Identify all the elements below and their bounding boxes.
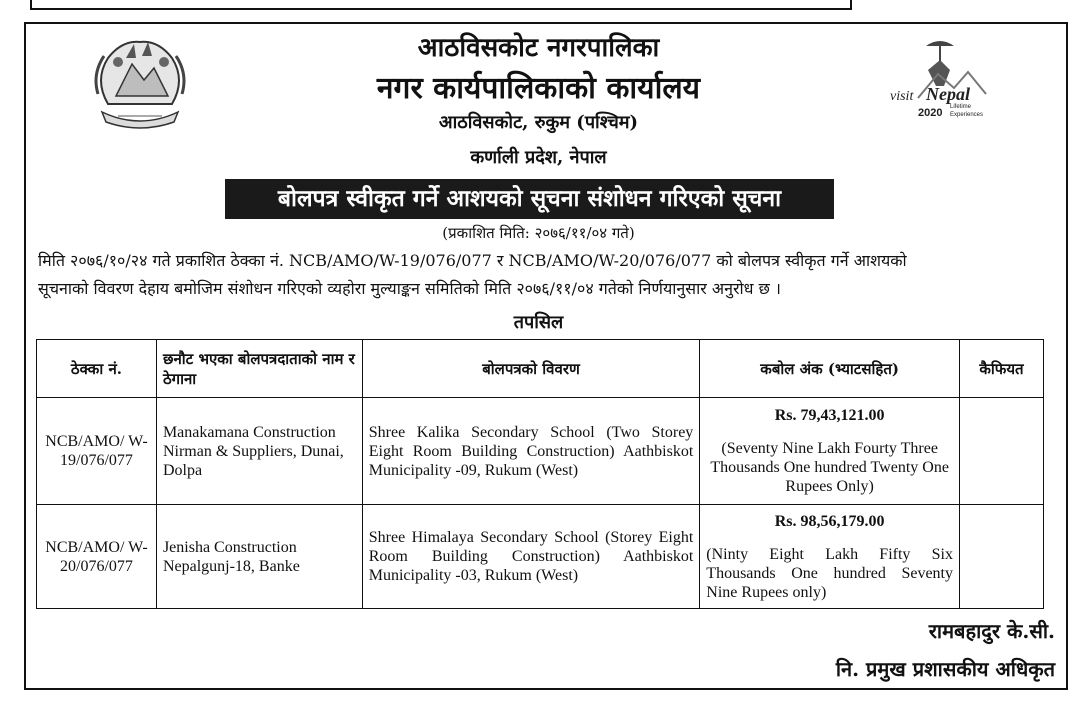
office-address: आठविसकोट, रुकुम (पश्चिम) xyxy=(438,112,639,133)
header-remarks: कैफियत xyxy=(960,340,1044,398)
header-bidder: छनौट भएका बोलपत्रदाताको नाम र ठेगाना xyxy=(156,340,362,398)
amount-in-words: (Seventy Nine Lakh Fourty Three Thousands One hundred Twenty One Rupees Only) xyxy=(710,440,949,495)
amount-figure: Rs. 98,56,179.00 xyxy=(774,512,885,530)
header-description: बोलपत्रको विवरण xyxy=(362,340,700,398)
notice-body-line-2: सूचनाको विवरण देहाय बमोजिम संशोधन गरिएको व्यहोरा मुल्याङ्कन समितिको मिति २०७६/११/०४ गतेको निर्णयानुसार अनुरोध छ । xyxy=(38,279,781,298)
svg-text:visit: visit xyxy=(890,89,914,104)
svg-text:Experiences: Experiences xyxy=(950,112,984,118)
province-country: कर्णाली प्रदेश, नेपाल xyxy=(470,147,607,168)
description-cell: Shree Kalika Secondary School (Two Storey Eight Room Building Construction) Aathbiskot Municipality -09, Rukum (West) xyxy=(362,398,700,505)
remarks-cell xyxy=(960,398,1044,505)
amount-cell xyxy=(700,505,960,609)
header-contract-no: ठेक्का नं. xyxy=(37,340,157,398)
annex-title: तपसिल xyxy=(513,312,564,333)
amount-figure: Rs. 79,43,121.00 xyxy=(774,407,885,424)
contract-no-cell: NCB/AMO/ W-20/076/077 xyxy=(37,505,157,609)
svg-text:2020: 2020 xyxy=(918,107,943,119)
signatory-title: नि. प्रमुख प्रशासकीय अधिकृत xyxy=(835,657,1055,681)
svg-text:Nepal: Nepal xyxy=(926,84,970,104)
table-header-row xyxy=(37,340,1044,398)
signatory-name: रामबहादुर के.सी. xyxy=(928,619,1055,643)
office-name: नगर कार्यपालिकाको कार्यालय xyxy=(376,71,701,106)
contract-no-cell: NCB/AMO/ W-19/076/077 xyxy=(37,398,157,505)
notice-body-line-1: मिति २०७६/१०/२४ गते प्रकाशित ठेक्का नं. NCB/AMO/W-19/076/077 र NCB/AMO/W-20/076/077 को बोलपत्र स्वीकृत गर्ने आशयको xyxy=(38,251,907,270)
amount-in-words: (Ninty Eight Lakh Fifty Six Thousands One hundred Seventy Nine Rupees only) xyxy=(706,545,953,601)
description-cell: Shree Himalaya Secondary School (Storey Eight Room Building Construction) Aathbiskot Municipality -03, Rukum (West) xyxy=(362,505,700,609)
amount-cell xyxy=(700,398,960,505)
svg-text:Lifetime: Lifetime xyxy=(950,104,972,110)
bidder-cell: Jenisha Construction Nepalgunj-18, Banke xyxy=(156,505,362,609)
published-date: (प्रकाशित मिति: २०७६/११/०४ गते) xyxy=(442,224,635,242)
table-row xyxy=(37,398,1044,505)
top-border-box xyxy=(30,0,852,10)
bid-table xyxy=(36,339,1044,609)
remarks-cell xyxy=(960,505,1044,609)
header-amount: कबोल अंक (भ्याटसहित) xyxy=(700,340,960,398)
notice-banner-title: बोलपत्र स्वीकृत गर्ने आशयको सूचना संशोधन गरिएको सूचना xyxy=(225,179,834,219)
bidder-cell: Manakamana Construction Nirman & Suppliers, Dunai, Dolpa xyxy=(156,398,362,505)
org-name: आठविसकोट नगरपालिका xyxy=(417,33,660,63)
table-row xyxy=(37,505,1044,609)
notice-body xyxy=(38,247,1054,303)
